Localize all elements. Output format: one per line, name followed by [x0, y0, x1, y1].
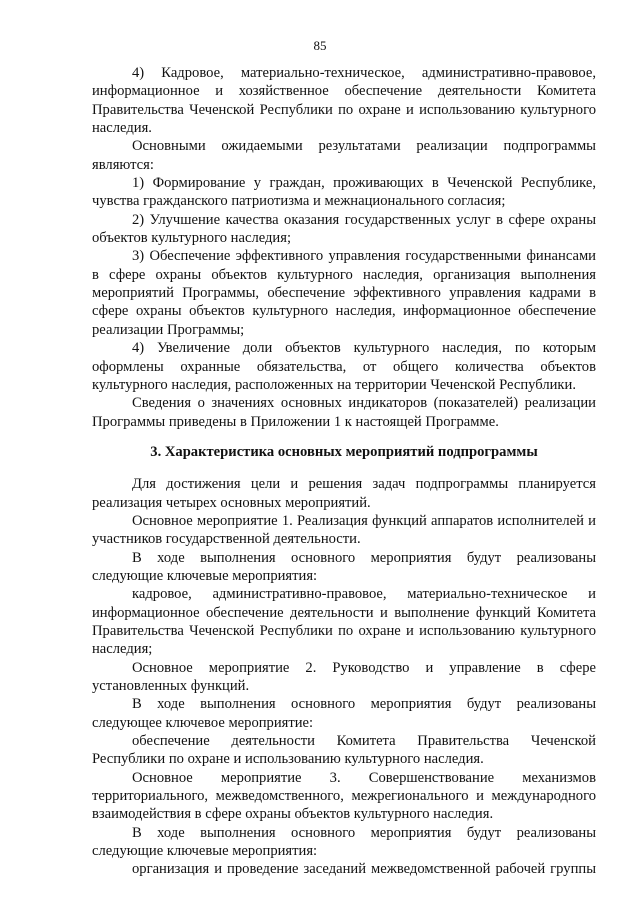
- page-number: 85: [313, 38, 327, 53]
- paragraph: В ходе выполнения основного мероприятия будут реализованы следующее ключевое мероприятие:: [92, 696, 596, 731]
- paragraph: 3) Обеспечение эффективного управления государственными финансами в сфере охраны объектов культурного наследия, организация выполнения мероприятий Программы, обеспечение эффективного управления кадрами в сфере охраны объектов культурного наследия, информационное обеспечение реализации Программы;: [92, 248, 596, 338]
- paragraph: Основное мероприятие 2. Руководство и управление в сфере установленных функций.: [92, 659, 596, 694]
- paragraph: Сведения о значениях основных индикаторов (показателей) реализации Программы приведены в Приложении 1 к настоящей Программе.: [92, 395, 596, 430]
- paragraph: 2) Улучшение качества оказания государственных услуг в сфере охраны объектов культурного наследия;: [92, 211, 596, 247]
- paragraph: Для достижения цели и решения задач подпрограммы планируется реализация четырех основных мероприятий.: [92, 476, 596, 511]
- paragraph: кадровое, административно-правовое, материально-техническое и информационное обеспечение деятельности и выполнение функций Комитета Правительства Чеченской Республики по охране и использованию культурного наследия;: [92, 586, 596, 658]
- section-heading: 3. Характеристика основных мероприятий подпрограммы: [150, 443, 538, 460]
- paragraph: Основными ожидаемыми результатами реализации подпрограммы являются:: [92, 138, 596, 173]
- paragraph: Основное мероприятие 1. Реализация функций аппаратов исполнителей и участников государственной деятельности.: [92, 512, 596, 548]
- paragraph: В ходе выполнения основного мероприятия будут реализованы следующие ключевые мероприятия:: [92, 824, 596, 860]
- paragraph: 4) Увеличение доли объектов культурного наследия, по которым оформлены охранные обязательства, от общего количества объектов культурного наследия, расположенных на территории Чеченской Республики.: [92, 340, 596, 393]
- paragraph: обеспечение деятельности Комитета Правительства Чеченской Республики по охране и использованию культурного наследия.: [92, 733, 596, 768]
- paragraph: организация и проведение заседаний межведомственной рабочей группы: [132, 861, 596, 878]
- paragraph: В ходе выполнения основного мероприятия будут реализованы следующие ключевые мероприятия:: [92, 549, 596, 584]
- paragraph: 4) Кадровое, материально-техническое, административно-правовое, информационное и хозяйственное обеспечение деятельности Комитета Правительства Чеченской Республики по охране и использованию культурного наследия.: [92, 65, 596, 137]
- document-body: [92, 64, 596, 879]
- paragraph: Основное мероприятие 3. Совершенствование механизмов территориального, межведомственного, межрегионального и международного взаимодействия в сфере охраны объектов культурного наследия.: [92, 769, 596, 823]
- paragraph: 1) Формирование у граждан, проживающих в Чеченской Республике, чувства гражданского патриотизма и межнационального согласия;: [92, 175, 596, 210]
